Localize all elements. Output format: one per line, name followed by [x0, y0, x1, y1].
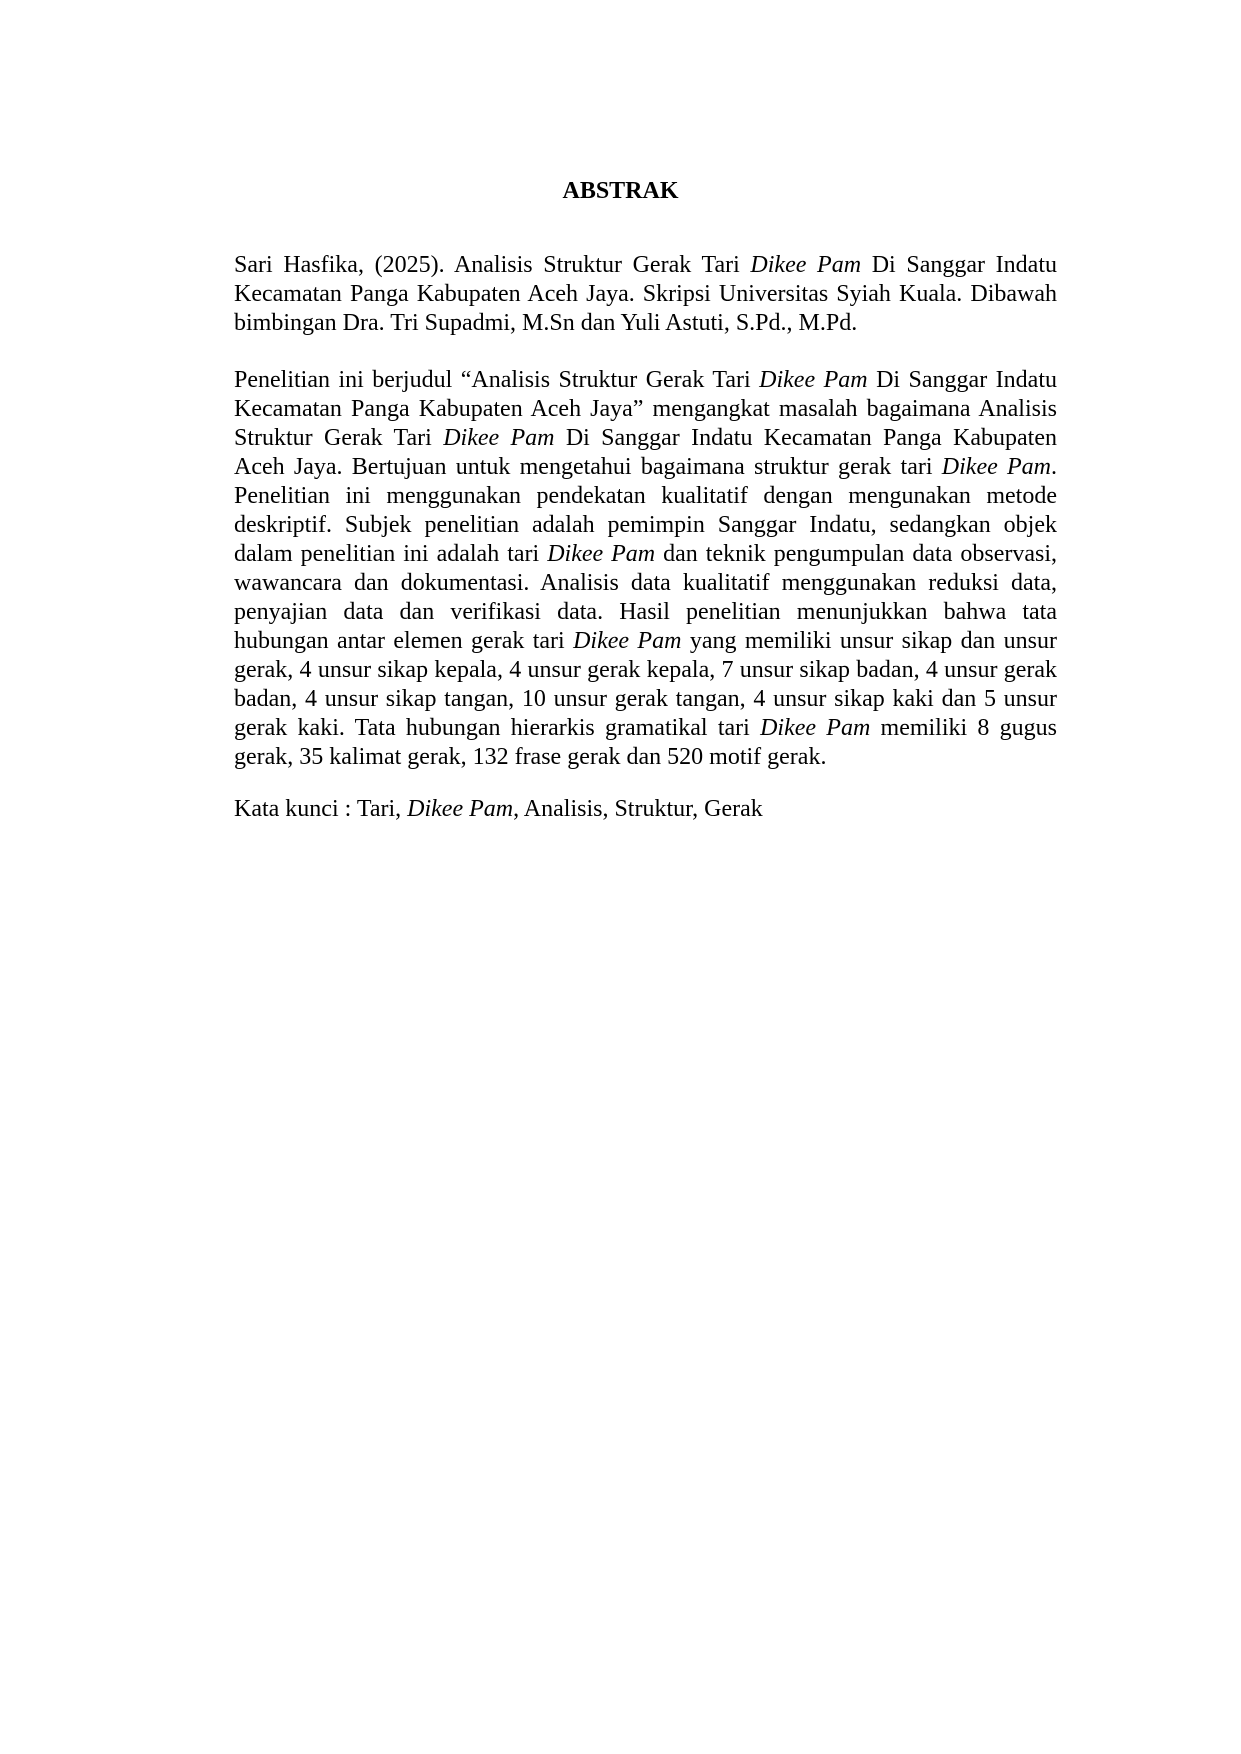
- body-segment: yang memiliki unsur sikap dan unsur gerak, 4 unsur sikap kepala, 4 unsur gerak kepala, 7 unsur sikap badan, 4 unsur gerak badan, 4 unsur sikap tangan, 10 unsur gerak tangan, 4 unsur sikap kaki dan 5 unsur gerak kaki. Tata hubungan hierarkis gramatikal tari: [234, 628, 1058, 741]
- body-segment-italic: Dikee Pam: [760, 715, 871, 741]
- body-segment: Di Sanggar Indatu Kecamatan Panga Kabupaten Aceh Jaya. Bertujuan untuk mengetahui bagaimana struktur gerak tari: [234, 425, 1058, 480]
- body-segment-italic: Dikee Pam: [443, 425, 555, 451]
- citation-segment: Di Sanggar Indatu Kecamatan Panga Kabupaten Aceh Jaya. Skripsi Universitas Syiah Kuala. Dibawah bimbingan Dra. Tri Supadmi, M.Sn dan Yuli Astuti, S.Pd., M.Pd.: [234, 252, 1057, 336]
- keywords-segment-italic: Dikee Pam: [407, 796, 514, 822]
- citation-segment: Sari Hasfika, (2025). Analisis Struktur Gerak Tari: [234, 252, 751, 278]
- body-segment-italic: Dikee Pam: [547, 541, 656, 567]
- body-segment-italic: Dikee Pam: [573, 628, 682, 654]
- body-segment: dan teknik pengumpulan data observasi, wawancara dan dokumentasi. Analisis data kualitatif menggunakan reduksi data, penyajian data dan verifikasi data. Hasil penelitian menunjukkan bahwa tata hubungan antar elemen gerak tari: [234, 541, 1058, 654]
- citation-paragraph: [234, 251, 1057, 338]
- body-segment: Penelitian ini berjudul “Analisis Struktur Gerak Tari: [234, 367, 760, 393]
- body-segment-italic: Dikee Pam: [941, 454, 1052, 480]
- keywords-line: [234, 795, 1057, 824]
- body-segment: Di Sanggar Indatu Kecamatan Panga Kabupaten Aceh Jaya” mengangkat masalah bagaimana Analisis Struktur Gerak Tari: [234, 367, 1057, 451]
- abstract-title: ABSTRAK: [562, 178, 679, 204]
- body-segment: . Penelitian ini menggunakan pendekatan kualitatif dengan mengunakan metode deskriptif. Subjek penelitian adalah pemimpin Sanggar Indatu, sedangkan objek dalam penelitian ini adalah tari: [234, 454, 1058, 567]
- abstract-body-paragraph: [234, 366, 1057, 772]
- body-segment: memiliki 8 gugus gerak, 35 kalimat gerak, 132 frase gerak dan 520 motif gerak.: [234, 715, 1058, 770]
- body-segment-italic: Dikee Pam: [759, 367, 868, 393]
- keywords-segment: Kata kunci : Tari,: [234, 796, 408, 822]
- citation-segment-italic: Dikee Pam: [750, 252, 862, 278]
- keywords-segment: , Analisis, Struktur, Gerak: [513, 796, 763, 822]
